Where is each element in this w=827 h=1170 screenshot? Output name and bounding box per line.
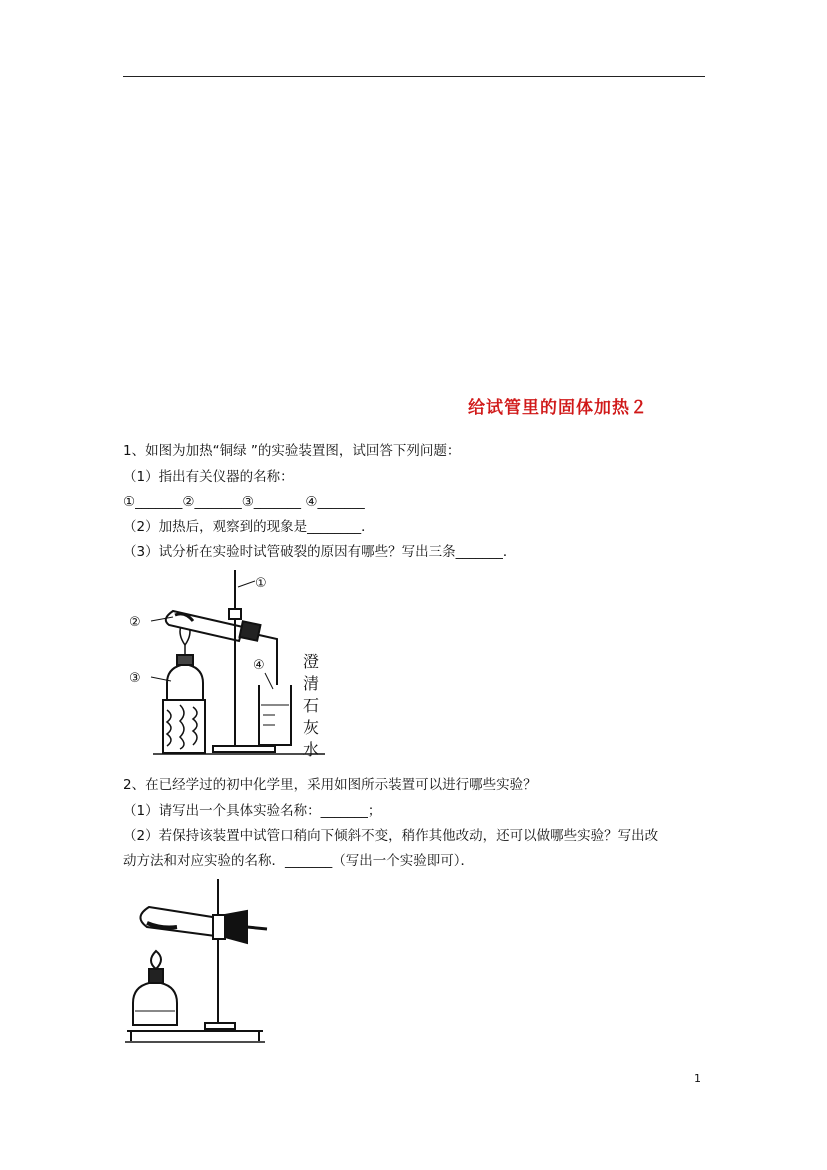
q2-part2-line1: （2）若保持该装置中试管口稍向下倾斜不变，稍作其他改动，还可以做哪些实验？写出改: [123, 828, 659, 844]
lime-water-char-1: 澄: [303, 652, 320, 671]
q2-part1: （1）请写出一个具体实验名称：_______；: [123, 803, 382, 819]
page-number: 1: [694, 1072, 701, 1085]
lime-water-char-4: 灰: [303, 718, 320, 737]
q2-part2-line2: 动方法和对应实验的名称．_______（写出一个实验即可）．: [123, 853, 474, 869]
q1-blanks: ①_______②_______③_______ ④_______: [123, 494, 365, 510]
label-4: ④: [253, 658, 265, 673]
figure-test-tube-heating: [125, 875, 275, 1047]
q1-part3: （3）试分析在实验时试管破裂的原因有哪些？写出三条_______．: [123, 544, 517, 560]
lime-water-char-3: 石: [303, 696, 320, 715]
q1-stem: 1、如图为加热“铜绿 ”的实验装置图，试回答下列问题：: [123, 443, 461, 459]
lime-water-char-5: 水: [303, 740, 320, 759]
label-3: ③: [129, 671, 141, 686]
q1-part1: （1）指出有关仪器的名称：: [123, 469, 294, 485]
q1-part2: （2）加热后，观察到的现象是________．: [123, 519, 375, 535]
label-1: ①: [255, 576, 267, 591]
page-title: 给试管里的固体加热２: [468, 398, 648, 418]
lime-water-char-2: 清: [303, 674, 320, 693]
q2-stem: 2、在已经学过的初中化学里，采用如图所示装置可以进行哪些实验？: [123, 777, 537, 793]
figure-copper-heating-apparatus: [125, 565, 335, 760]
label-2: ②: [129, 615, 141, 630]
header-rule: [123, 76, 705, 77]
